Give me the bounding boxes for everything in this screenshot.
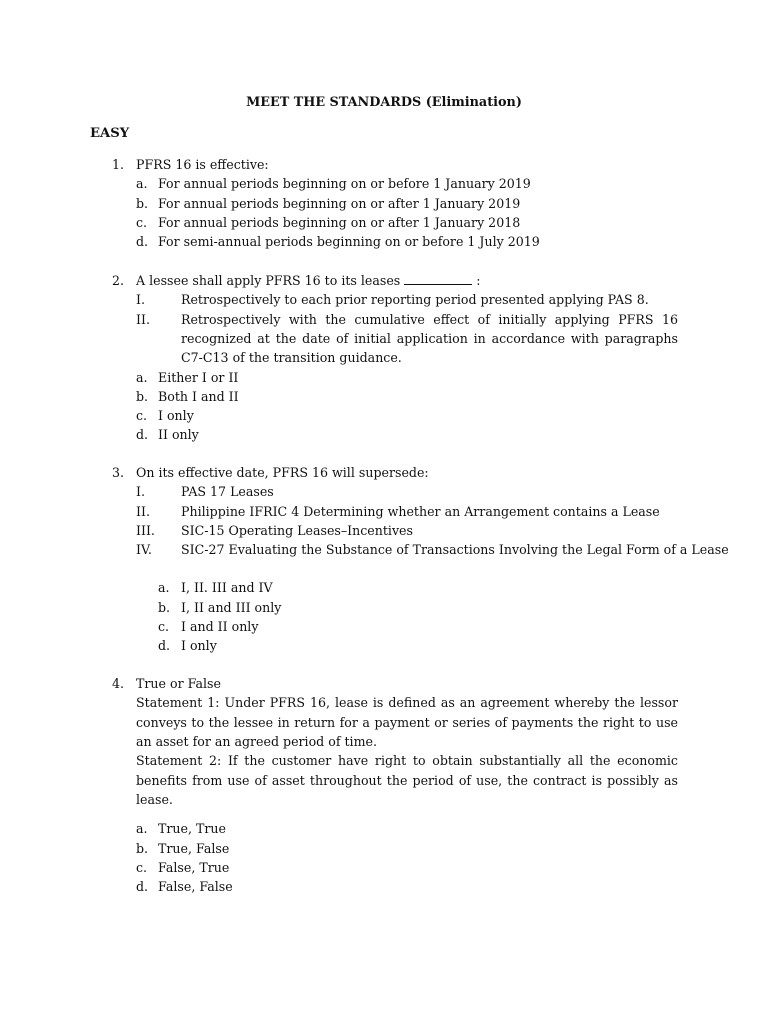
option-b xyxy=(0,194,768,213)
question-stem: True or False xyxy=(136,676,221,691)
question-stem: PFRS 16 is effective: xyxy=(136,157,269,172)
statement-2: Statement 2: If the customer have right to obtain substantially all the economic benefits from use of asset throughout the period of use, the contract is possibly as lease. xyxy=(136,753,678,808)
option-a xyxy=(0,368,768,387)
option-text: I, II and III only xyxy=(181,599,282,615)
question-number: 2. xyxy=(112,273,125,288)
option-text: For annual periods beginning on or before 1 January 2019 xyxy=(158,176,531,192)
answer-blank xyxy=(404,272,472,285)
roman-item-1 xyxy=(0,482,768,501)
option-d xyxy=(0,636,768,655)
option-a xyxy=(0,578,768,597)
option-c xyxy=(0,213,768,232)
option-text: I only xyxy=(181,638,217,654)
roman-text: Retrospectively with the cumulative effect of initially applying PFRS 16 recognized at the date of initial application in accordance with paragraphs C7-C13 of the transition guidance. xyxy=(181,311,678,366)
question-number: 4. xyxy=(112,676,125,691)
question-1 xyxy=(0,155,768,251)
question-2 xyxy=(0,271,768,445)
option-label: b. xyxy=(136,840,149,856)
option-a xyxy=(0,174,768,193)
roman-label: I. xyxy=(136,484,145,500)
option-text: I, II. III and IV xyxy=(181,580,273,596)
option-d xyxy=(0,232,768,251)
roman-item-1 xyxy=(0,290,768,309)
option-c xyxy=(0,406,768,425)
option-label: b. xyxy=(136,388,149,404)
question-stem xyxy=(136,271,481,290)
roman-text: SIC-27 Evaluating the Substance of Transactions Involving the Legal Form of a Lease xyxy=(181,542,729,558)
stem-colon: : xyxy=(476,273,481,288)
question-stem: On its effective date, PFRS 16 will supersede: xyxy=(136,465,429,480)
question-number: 1. xyxy=(112,157,125,172)
roman-label: II. xyxy=(136,311,150,327)
option-text: I and II only xyxy=(181,619,259,635)
option-label: c. xyxy=(136,214,148,230)
roman-label: III. xyxy=(136,522,155,538)
roman-text: PAS 17 Leases xyxy=(181,484,274,500)
option-text: I only xyxy=(158,408,194,424)
option-text: For annual periods beginning on or after 1 January 2018 xyxy=(158,214,521,230)
option-text: Both I and II xyxy=(158,388,239,404)
option-label: a. xyxy=(136,369,148,385)
option-text: For semi-annual periods beginning on or before 1 July 2019 xyxy=(158,234,540,250)
option-d xyxy=(0,877,768,896)
option-b xyxy=(0,598,768,617)
option-label: c. xyxy=(136,859,148,875)
option-label: b. xyxy=(158,599,171,615)
option-label: a. xyxy=(136,821,148,837)
roman-text: Retrospectively to each prior reporting period presented applying PAS 8. xyxy=(181,292,649,308)
question-3 xyxy=(0,463,768,656)
option-d xyxy=(0,425,768,444)
option-label: b. xyxy=(136,195,149,211)
option-b xyxy=(0,839,768,858)
roman-label: II. xyxy=(136,503,150,519)
option-label: c. xyxy=(158,619,170,635)
option-label: a. xyxy=(136,176,148,192)
statement-1: Statement 1: Under PFRS 16, lease is defined as an agreement whereby the lessor conveys to the lessee in return for a payment or series of payments the right to use an asset for an agreed period of time. xyxy=(136,695,678,750)
option-label: a. xyxy=(158,580,170,596)
option-label: c. xyxy=(136,408,148,424)
option-text: For annual periods beginning on or after 1 January 2019 xyxy=(158,195,521,211)
option-text: True, False xyxy=(158,840,230,856)
option-c xyxy=(0,617,768,636)
roman-text: SIC-15 Operating Leases–Incentives xyxy=(181,522,413,538)
option-label: d. xyxy=(136,234,149,250)
question-4 xyxy=(0,674,768,896)
option-label: d. xyxy=(136,427,149,443)
option-text: Either I or II xyxy=(158,369,239,385)
roman-label: I. xyxy=(136,292,145,308)
option-label: d. xyxy=(158,638,171,654)
option-text: False, True xyxy=(158,859,230,875)
stem-text: A lessee shall apply PFRS 16 to its leases xyxy=(136,273,401,288)
option-text: True, True xyxy=(158,821,226,837)
option-label: d. xyxy=(136,879,149,895)
document-title: MEET THE STANDARDS (Elimination) xyxy=(246,95,522,110)
roman-item-2 xyxy=(0,310,768,368)
roman-text: Philippine IFRIC 4 Determining whether an Arrangement contains a Lease xyxy=(181,503,660,519)
option-text: False, False xyxy=(158,879,233,895)
option-b xyxy=(0,387,768,406)
roman-item-4 xyxy=(0,540,768,559)
roman-label: IV. xyxy=(136,542,152,558)
option-text: II only xyxy=(158,427,199,443)
roman-item-2 xyxy=(0,502,768,521)
section-heading: EASY xyxy=(90,126,130,141)
option-a xyxy=(0,819,768,838)
roman-item-3 xyxy=(0,521,768,540)
question-number: 3. xyxy=(112,465,125,480)
option-c xyxy=(0,858,768,877)
